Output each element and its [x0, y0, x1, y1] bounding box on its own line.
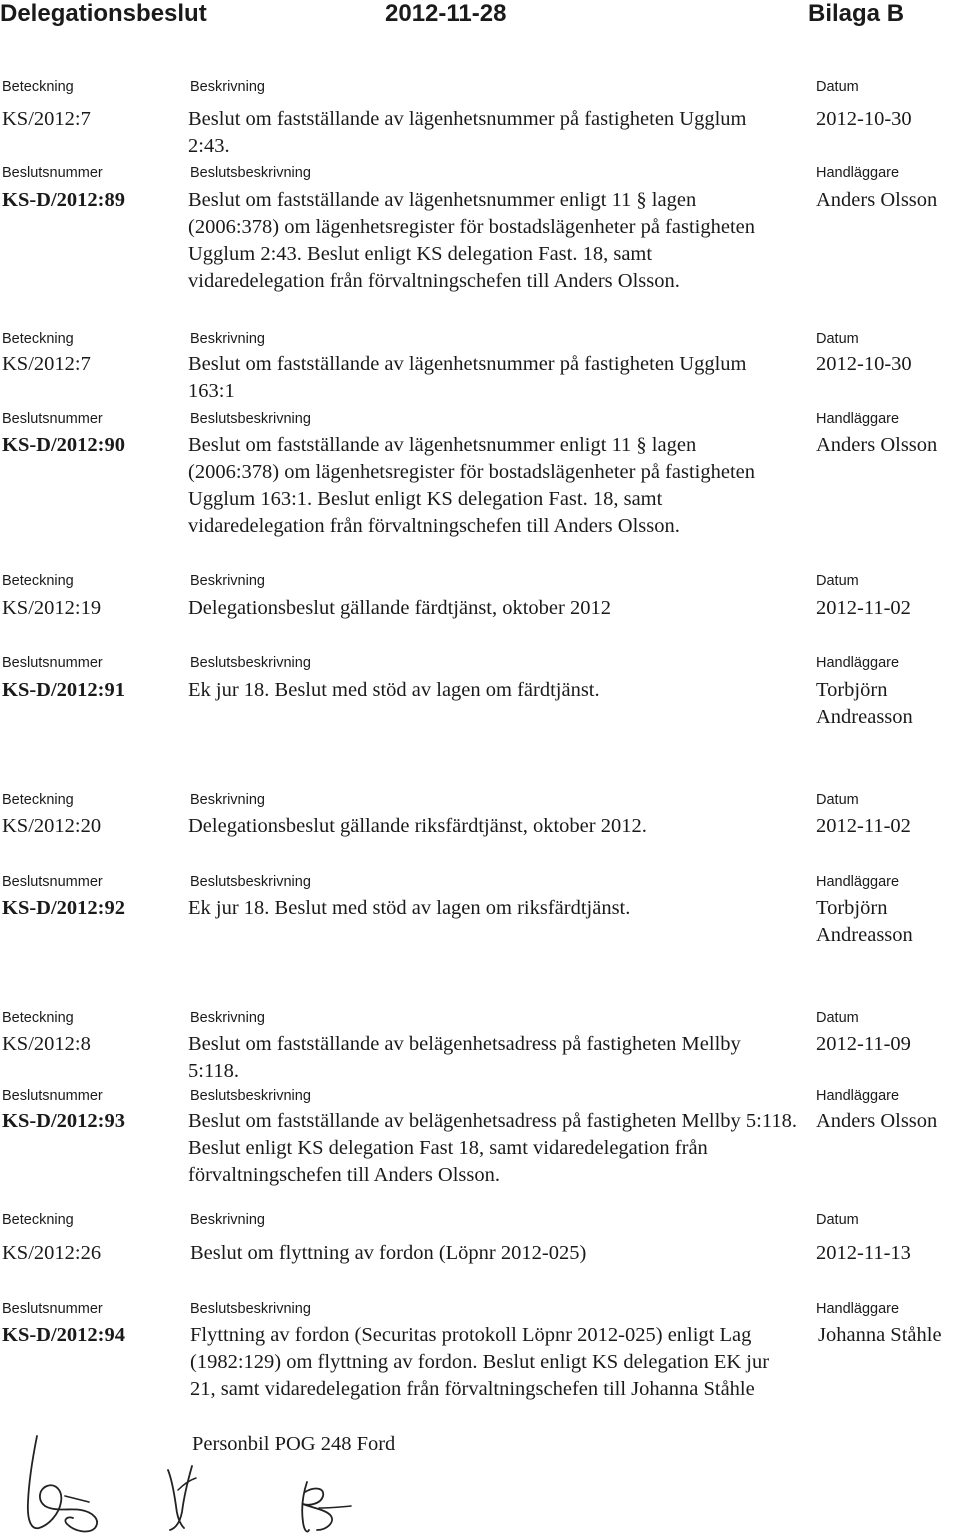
entry-beskrivning: Beslut om flyttning av fordon (Löpnr 2012-025)	[190, 1242, 587, 1264]
label-beslutsnummer: Beslutsnummer	[2, 874, 103, 890]
entry-beskrivning: Delegationsbeslut gällande färdtjänst, oktober 2012	[188, 597, 611, 619]
label-beslutsnummer: Beslutsnummer	[2, 411, 103, 427]
entry-handlaggare: Johanna Ståhle	[818, 1324, 942, 1346]
entry-beslutsbeskrivning: Beslut om fastställande av lägenhetsnummer enligt 11 § lagen (2006:378) om lägenhetsregister för bostadslägenheter på fastigheten Ugglum 2:43. Beslut enligt KS delegation Fast. 18, samt vidaredelegation från förvaltningschefen till Anders Olsson.	[188, 189, 755, 292]
entry-datum: 2012-11-09	[816, 1033, 911, 1055]
label-beslutsnummer: Beslutsnummer	[2, 165, 103, 181]
entry-beslutsbeskrivning: Flyttning av fordon (Securitas protokoll Löpnr 2012-025) enligt Lag (1982:129) om flyttning av fordon. Beslut enligt KS delegation EK jur 21, samt vidaredelegation från förvaltningschefen till Johanna Ståhle	[190, 1324, 770, 1400]
entry-beteckning: KS/2012:8	[2, 1033, 91, 1055]
entry-datum: 2012-11-13	[816, 1242, 911, 1264]
label-beskrivning: Beskrivning	[190, 331, 265, 347]
entry-datum: 2012-10-30	[816, 108, 912, 130]
entry-beteckning: KS/2012:19	[2, 597, 102, 619]
label-beslutsnummer: Beslutsnummer	[2, 655, 103, 671]
entry-beteckning: KS/2012:20	[2, 815, 102, 837]
label-datum: Datum	[816, 1010, 859, 1026]
label-datum: Datum	[816, 1212, 859, 1228]
entry-beslutsnummer: KS-D/2012:91	[2, 679, 125, 701]
label-beskrivning: Beskrivning	[190, 1010, 265, 1026]
label-handlaggare: Handläggare	[816, 165, 900, 181]
entry-beslutsbeskrivning: Beslut om fastställande av belägenhetsadress på fastigheten Mellby 5:118. Beslut enligt KS delegation Fast 18, samt vidaredelegation från förvaltningschefen till Anders Olsson.	[188, 1110, 797, 1186]
entry-handlaggare: Anders Olsson	[816, 189, 938, 211]
entry-beskrivning: Beslut om fastställande av belägenhetsadress på fastigheten Mellby 5:118.	[188, 1033, 741, 1082]
label-beslutsbeskrivning: Beslutsbeskrivning	[190, 874, 311, 890]
signature-initials-2	[158, 1462, 203, 1534]
entry-handlaggare: Torbjörn Andreasson	[816, 679, 913, 728]
label-handlaggare: Handläggare	[816, 1301, 900, 1317]
signature-initials-1	[15, 1428, 110, 1536]
label-beslutsbeskrivning: Beslutsbeskrivning	[190, 1088, 311, 1104]
entry-beskrivning: Delegationsbeslut gällande riksfärdtjänst, oktober 2012.	[188, 815, 647, 837]
label-beskrivning: Beskrivning	[190, 1212, 265, 1228]
label-datum: Datum	[816, 331, 859, 347]
entry-beslutsbeskrivning: Beslut om fastställande av lägenhetsnummer enligt 11 § lagen (2006:378) om lägenhetsregister för bostadslägenheter på fastigheten Ugglum 163:1. Beslut enligt KS delegation Fast. 18, samt vidaredelegation från förvaltningschefen till Anders Olsson.	[188, 434, 755, 537]
document-date: 2012-11-28	[385, 0, 507, 27]
entry-beskrivning: Beslut om fastställande av lägenhetsnummer på fastigheten Ugglum 2:43.	[188, 108, 747, 157]
entry-handlaggare: Torbjörn Andreasson	[816, 897, 913, 946]
label-beskrivning: Beskrivning	[190, 573, 265, 589]
entry-beteckning: KS/2012:7	[2, 353, 91, 375]
label-datum: Datum	[816, 79, 859, 95]
label-beslutsbeskrivning: Beslutsbeskrivning	[190, 411, 311, 427]
entry-beskrivning: Beslut om fastställande av lägenhetsnummer på fastigheten Ugglum 163:1	[188, 353, 747, 402]
label-beskrivning: Beskrivning	[190, 792, 265, 808]
label-beteckning: Beteckning	[2, 79, 74, 95]
entry-beslutsbeskrivning-extra: Personbil POG 248 Ford	[192, 1433, 396, 1455]
label-handlaggare: Handläggare	[816, 655, 900, 671]
entry-handlaggare: Anders Olsson	[816, 1110, 938, 1132]
entry-datum: 2012-10-30	[816, 353, 912, 375]
entry-beteckning: KS/2012:26	[2, 1242, 102, 1264]
entry-beteckning: KS/2012:7	[2, 108, 91, 130]
entry-datum: 2012-11-02	[816, 597, 911, 619]
label-datum: Datum	[816, 792, 859, 808]
entry-datum: 2012-11-02	[816, 815, 911, 837]
entry-beslutsnummer: KS-D/2012:92	[2, 897, 125, 919]
entry-beslutsnummer: KS-D/2012:93	[2, 1110, 125, 1132]
entry-beslutsnummer: KS-D/2012:89	[2, 189, 125, 211]
entry-beslutsnummer: KS-D/2012:94	[2, 1324, 125, 1346]
label-beteckning: Beteckning	[2, 573, 74, 589]
signature-initials-3	[283, 1478, 355, 1538]
label-handlaggare: Handläggare	[816, 874, 900, 890]
label-beslutsbeskrivning: Beslutsbeskrivning	[190, 165, 311, 181]
label-beteckning: Beteckning	[2, 331, 74, 347]
attachment-label: Bilaga B	[808, 0, 905, 27]
entry-beslutsbeskrivning: Ek jur 18. Beslut med stöd av lagen om färdtjänst.	[188, 679, 600, 701]
label-handlaggare: Handläggare	[816, 411, 900, 427]
entry-handlaggare: Anders Olsson	[816, 434, 938, 456]
label-beteckning: Beteckning	[2, 1212, 74, 1228]
label-beslutsbeskrivning: Beslutsbeskrivning	[190, 1301, 311, 1317]
label-beteckning: Beteckning	[2, 1010, 74, 1026]
document-title: Delegationsbeslut	[0, 0, 207, 27]
label-beslutsnummer: Beslutsnummer	[2, 1088, 103, 1104]
label-beskrivning: Beskrivning	[190, 79, 265, 95]
entry-beslutsbeskrivning: Ek jur 18. Beslut med stöd av lagen om riksfärdtjänst.	[188, 897, 631, 919]
label-datum: Datum	[816, 573, 859, 589]
label-beteckning: Beteckning	[2, 792, 74, 808]
entry-beslutsnummer: KS-D/2012:90	[2, 434, 125, 456]
label-beslutsnummer: Beslutsnummer	[2, 1301, 103, 1317]
label-beslutsbeskrivning: Beslutsbeskrivning	[190, 655, 311, 671]
label-handlaggare: Handläggare	[816, 1088, 900, 1104]
